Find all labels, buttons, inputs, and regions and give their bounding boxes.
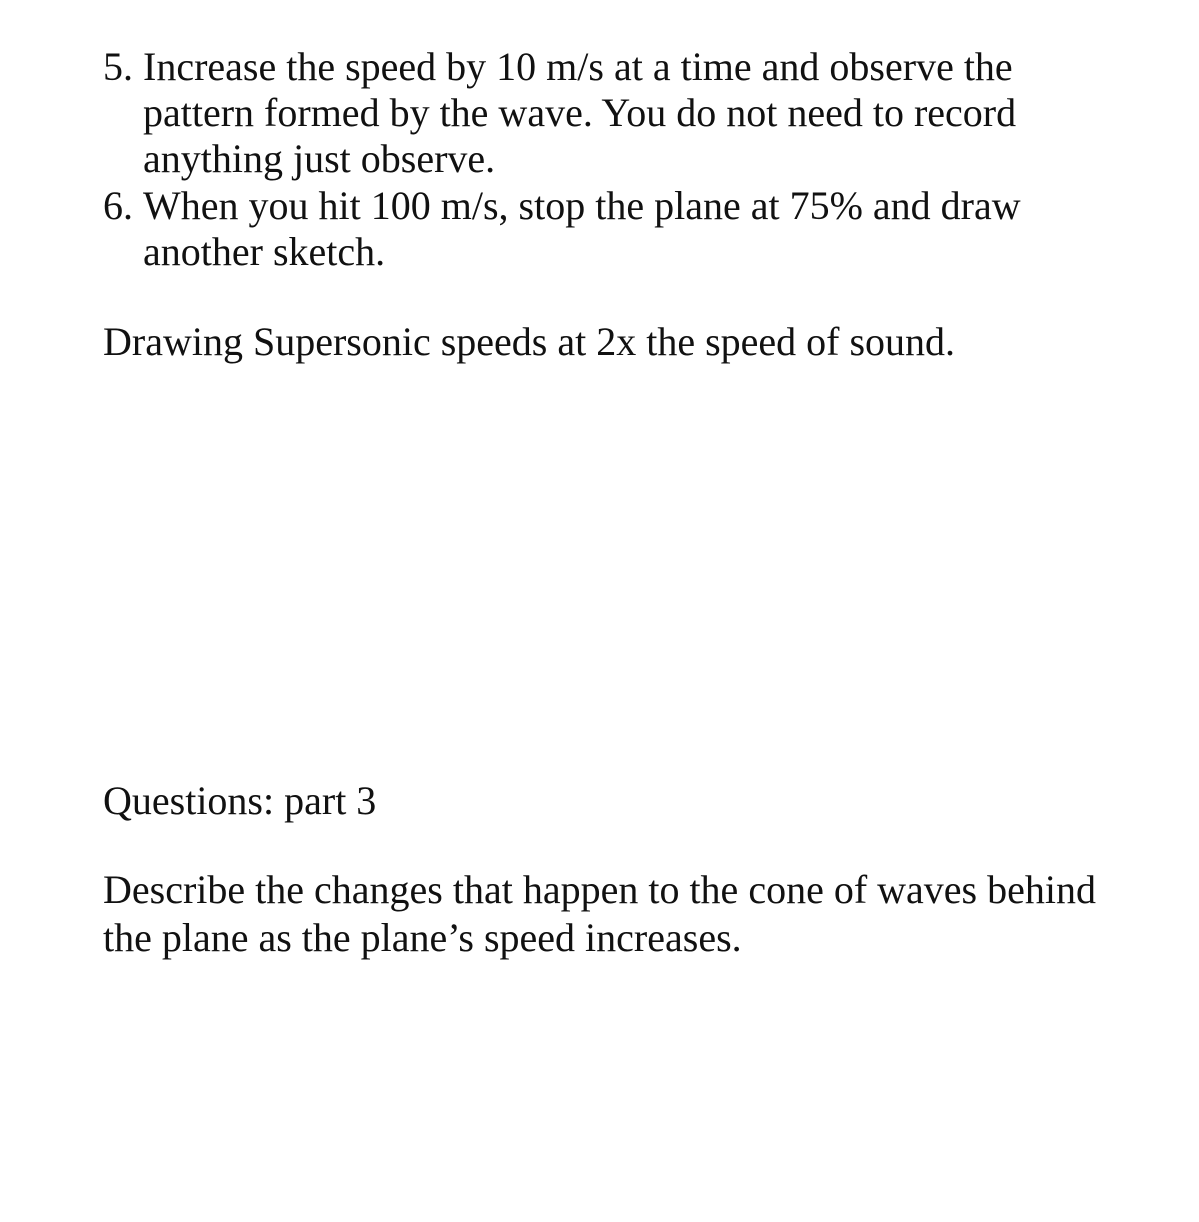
sketch-area bbox=[103, 380, 1063, 760]
step-text: When you hit 100 m/s, stop the plane at 75% and draw another sketch. bbox=[143, 183, 1021, 274]
step-number: 5. bbox=[103, 44, 133, 89]
instruction-step-5 bbox=[103, 44, 1063, 182]
questions-heading: Questions: part 3 bbox=[103, 778, 377, 823]
instruction-step-6 bbox=[103, 183, 1063, 275]
drawing-heading: Drawing Supersonic speeds at 2x the speed of sound. bbox=[103, 319, 956, 364]
question-text: Describe the changes that happen to the cone of waves behind the plane as the plane’s speed increases. bbox=[103, 867, 1096, 960]
step-number: 6. bbox=[103, 183, 133, 228]
step-text: Increase the speed by 10 m/s at a time and observe the pattern formed by the wave. You do not need to record anything just observe. bbox=[143, 44, 1017, 181]
